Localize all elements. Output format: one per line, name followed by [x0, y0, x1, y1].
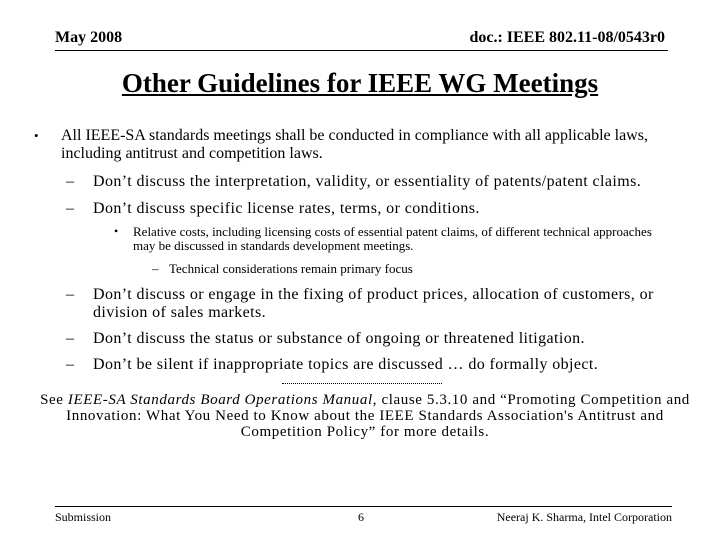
see-note-manual: IEEE-SA Standards Board Operations Manual — [67, 392, 373, 408]
sub-bullet-marker: • — [114, 224, 119, 238]
main-bullet-text: All IEEE-SA standards meetings shall be conducted in compliance with all applicable laws, including antitrust and competition laws. — [61, 127, 648, 162]
dash-marker: – — [66, 173, 74, 190]
dash-item-text: Don’t be silent if inappropriate topics are discussed … do formally object. — [93, 356, 599, 373]
sub-sub-text: Technical considerations remain primary focus — [169, 261, 413, 276]
see-note-prefix: See — [40, 392, 68, 408]
header-doc-id: doc.: IEEE 802.11-08/0543r0 — [469, 29, 665, 46]
sub-sub-marker: – — [152, 261, 159, 276]
see-note — [40, 392, 690, 440]
footer-page-number: 6 — [358, 510, 364, 524]
dash-item-text: Don’t discuss the status or substance of ongoing or threatened litigation. — [93, 330, 585, 347]
dash-marker: – — [66, 200, 74, 217]
header-date: May 2008 — [55, 29, 123, 46]
footer-divider — [55, 506, 672, 507]
dash-marker: – — [66, 286, 74, 303]
footer-author: Neeraj K. Sharma, Intel Corporation — [496, 510, 672, 524]
dash-item-text: Don’t discuss the interpretation, validity, or essentiality of patents/patent claims. — [93, 173, 642, 190]
slide-title: Other Guidelines for IEEE WG Meetings — [121, 68, 599, 98]
dash-item-text: Don’t discuss specific license rates, terms, or conditions. — [93, 200, 480, 217]
dash-item-text: Don’t discuss or engage in the fixing of product prices, allocation of customers, or division of sales markets. — [93, 286, 654, 321]
sub-bullet-text: Relative costs, including licensing costs of essential patent claims, of different technical approaches may be discussed in standards development meetings. — [133, 224, 652, 253]
dash-marker: – — [66, 356, 74, 373]
see-note-suffix: , clause 5.3.10 and “Promoting Competition and Innovation: What You Need to Know about the IEEE Standards Association's Antitrust and Competition Policy” for more details. — [66, 392, 690, 440]
dotted-separator — [282, 383, 442, 384]
header-divider — [55, 50, 668, 51]
bullet-marker: • — [34, 128, 39, 143]
dash-marker: – — [66, 330, 74, 347]
footer-submission: Submission — [55, 510, 112, 524]
